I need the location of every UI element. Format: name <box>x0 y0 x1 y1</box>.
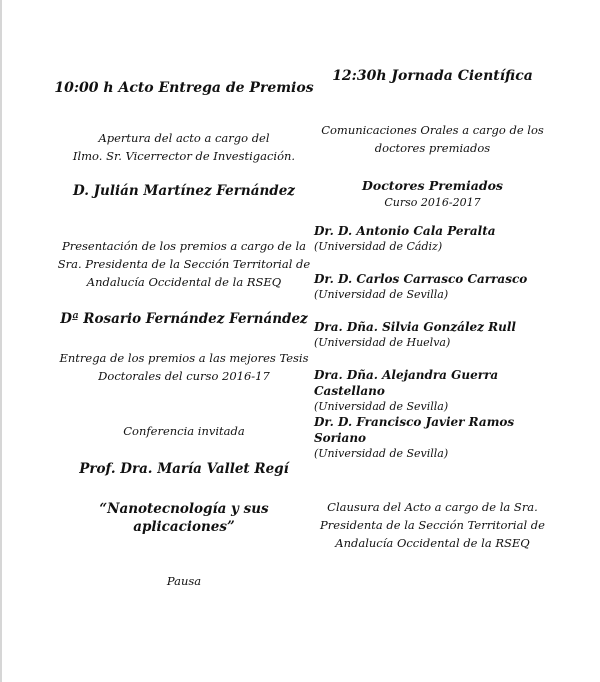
doctor-university: (Universidad de Huelva) <box>314 336 451 349</box>
presentation-line-1: Presentación de los premios a cargo de la <box>61 239 307 253</box>
doctor-name: Dr. D. Francisco Javier Ramos <box>314 415 515 429</box>
doctor-name-continued: Soriano <box>314 431 367 445</box>
presentation-line-3: Andalucía Occidental de la RSEQ <box>86 275 282 289</box>
awarded-title: Doctores Premiados <box>362 178 503 193</box>
presentation-line-2: Sra. Presidenta de la Sección Territorial de <box>57 257 311 271</box>
presidenta-name: Dª Rosario Fernández Fernández <box>60 311 308 327</box>
comms-line-1: Comunicaciones Orales a cargo de los <box>321 123 544 137</box>
opening-line-1: Apertura del acto a cargo del <box>98 131 270 145</box>
closing-line-2: Presidenta de la Sección Territorial de <box>320 518 545 532</box>
doctor-university: (Universidad de Sevilla) <box>314 447 449 460</box>
doctor-university: (Universidad de Sevilla) <box>314 288 449 301</box>
opening-line-2: Ilmo. Sr. Vicerrector de Investigación. <box>72 149 296 163</box>
pause-label: Pausa <box>166 574 202 588</box>
doctor-entry <box>314 223 565 255</box>
doctor-name: Dr. D. Carlos Carrasco Carrasco <box>314 272 528 286</box>
vicerrector-name: D. Julián Martínez Fernández <box>73 183 295 199</box>
right-heading: 12:30h Jornada Científica <box>332 68 533 84</box>
doctor-entry <box>314 367 565 415</box>
doctor-name: Dra. Dña. Silvia González Rull <box>314 320 516 334</box>
delivery-line-1: Entrega de los premios a las mejores Tesis <box>59 351 309 365</box>
speaker-name: Prof. Dra. María Vallet Regí <box>79 461 289 477</box>
conference-label: Conferencia invitada <box>123 424 245 438</box>
doctor-name: Dr. D. Antonio Cala Peralta <box>314 224 496 238</box>
left-heading: 10:00 h Acto Entrega de Premios <box>54 80 314 96</box>
delivery-line-2: Doctorales del curso 2016-17 <box>98 369 270 383</box>
closing-line-3: Andalucía Occidental de la RSEQ <box>335 536 530 550</box>
awarded-course: Curso 2016-2017 <box>384 196 481 209</box>
closing-line-1: Clausura del Acto a cargo de la Sra. <box>327 500 538 514</box>
talk-title-line-2: aplicaciones” <box>133 519 235 535</box>
doctor-entry <box>314 271 565 303</box>
talk-title-line-1: “Nanotecnología y sus <box>99 501 269 517</box>
doctor-entry <box>314 414 565 462</box>
doctor-entry <box>314 319 565 351</box>
comms-line-2: doctores premiados <box>374 141 491 155</box>
doctor-name: Dra. Dña. Alejandra Guerra Castellano <box>314 368 499 398</box>
page-edge <box>0 0 2 682</box>
doctor-university: (Universidad de Sevilla) <box>314 400 449 413</box>
doctor-university: (Universidad de Cádiz) <box>314 240 443 253</box>
